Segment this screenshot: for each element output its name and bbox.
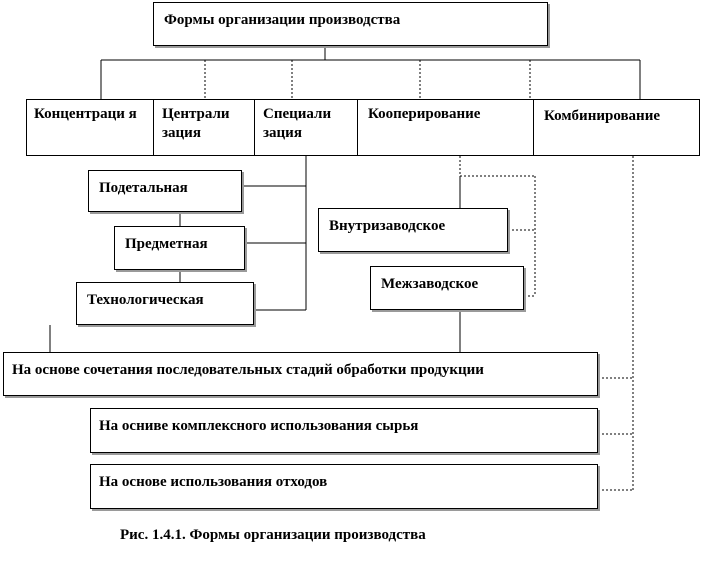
comb-type-waste [90, 464, 598, 509]
spec-type-subject [114, 226, 245, 270]
coop-type-interplant-label: Межзаводское [381, 276, 479, 292]
spec-type-detail-label: Подетальная [99, 180, 188, 196]
figure-caption: Рис. 1.4.1. Формы организации производства [120, 527, 426, 543]
form-concentration [26, 99, 154, 156]
root-label: Формы организации производства [164, 12, 401, 28]
form-cooperation [358, 99, 534, 156]
form-specialization-line1: Специали [263, 106, 332, 122]
spec-type-subject-label: Предметная [125, 236, 208, 252]
form-specialization-line2: зация [263, 125, 302, 141]
comb-type-raw-materials-label: На осниве комплексного использования сырья [99, 418, 419, 434]
root-box [153, 2, 548, 46]
comb-type-waste-label: На основе использования отходов [99, 474, 328, 490]
spec-type-detail [88, 170, 242, 212]
coop-type-intraplant-label: Внутризаводское [329, 218, 446, 234]
form-combination-label: Комбинирование [544, 108, 661, 124]
spec-type-technological [76, 282, 254, 325]
form-cooperation-label: Кооперирование [368, 106, 481, 122]
coop-type-interplant [370, 266, 524, 310]
form-centralization-line2: зация [162, 125, 201, 141]
form-concentration-line1: Концентраци [34, 106, 125, 122]
form-concentration-line2: я [128, 106, 137, 122]
form-combination [534, 99, 700, 156]
comb-type-raw-materials [90, 408, 598, 453]
coop-type-intraplant [318, 208, 508, 252]
comb-type-stages-label: На основе сочетания последовательных стадий обработки продукции [12, 362, 484, 378]
form-centralization-line1: Централи [162, 106, 230, 122]
form-centralization [154, 99, 255, 156]
comb-type-stages [3, 352, 598, 396]
form-specialization [255, 99, 358, 156]
spec-type-technological-label: Технологическая [87, 292, 204, 308]
